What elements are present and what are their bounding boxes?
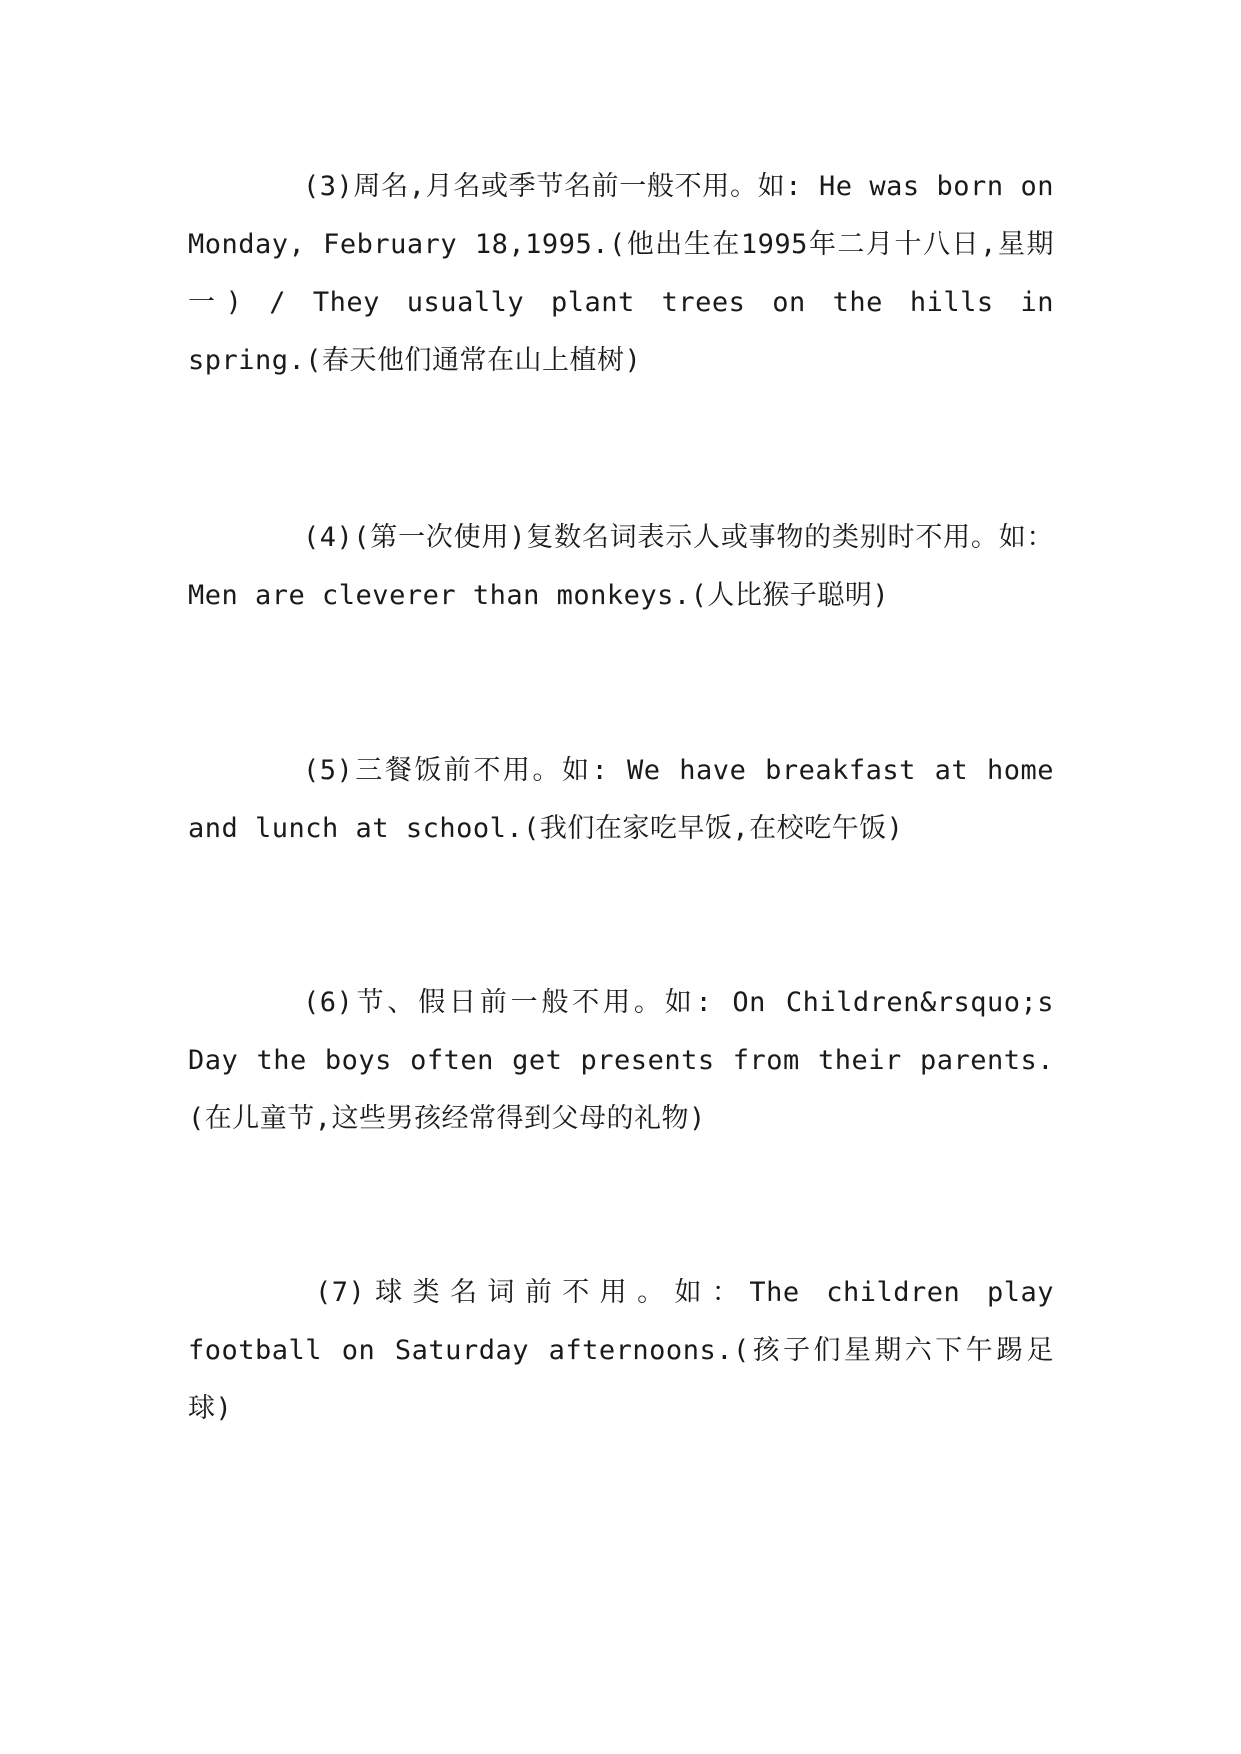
paragraph-item-5: (5)三餐饭前不用。如: We have breakfast at home and lunch at school.(我们在家吃早饭,在校吃午饭) [188,755,1054,844]
paragraph-item-7: (7)球类名词前不用。如：The children play football on Saturday afternoons.(孩子们星期六下午踢足球) [188,1277,1054,1424]
paragraph-item-6: (6)节、假日前一般不用。如: On Children&rsquo;s Day the boys often get presents from their parents.(在儿童节,这些男孩经常得到父母的礼物) [188,987,1054,1134]
paragraph-item-4: (4)(第一次使用)复数名词表示人或事物的类别时不用。如：Men are cleverer than monkeys.(人比猴子聪明) [188,522,1054,611]
paragraph-item-3: (3)周名,月名或季节名前一般不用。如: He was born on Monday, February 18,1995.(他出生在1995年二月十八日,星期一) / They usually plant trees on the hills in spring.(春天他们通常在山上植树) [188,171,1054,376]
